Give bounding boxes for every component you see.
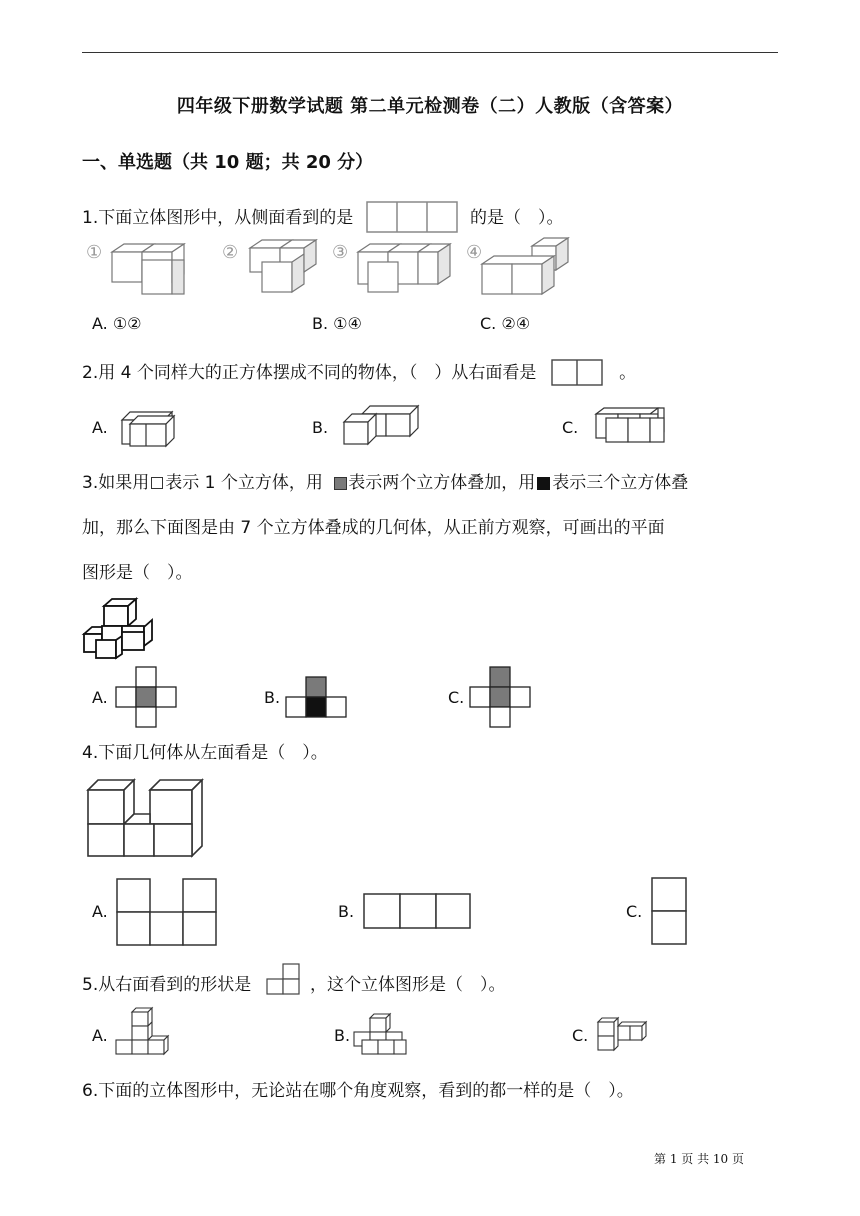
q3-black-square-symbol	[537, 477, 550, 490]
question-6: 6.下面的立体图形中，无论站在哪个角度观察，看到的都一样的是（ ）。	[82, 1081, 634, 1101]
q1-figure-1	[102, 238, 212, 298]
q1-fig-label-3: ③	[332, 242, 349, 263]
question-3-line-3: 图形是（ ）。	[82, 563, 193, 583]
q3-solid-figure	[82, 596, 162, 664]
q4-option-a-figure[interactable]	[116, 878, 218, 946]
q4-option-a[interactable]: A.	[92, 902, 108, 921]
q5-option-c[interactable]: C.	[572, 1026, 589, 1045]
q3-gray-square-symbol	[334, 477, 347, 490]
q1-figure-2	[236, 236, 349, 296]
question-1	[82, 202, 564, 234]
q3-option-b[interactable]: B.	[264, 688, 281, 707]
question-5-suffix: ，这个立体图形是（ ）。	[310, 975, 506, 995]
q1-fig-label-2: ②	[222, 242, 239, 263]
q2-option-c[interactable]: C.	[562, 418, 579, 437]
q3-option-a[interactable]: A.	[92, 688, 108, 707]
question-5-prefix: 5.从右面看到的形状是	[82, 975, 252, 995]
q5-right-view-figure	[265, 968, 303, 1002]
q1-option-a[interactable]: A. ①②	[92, 314, 142, 333]
question-3-line-1	[82, 472, 688, 494]
q2-option-b[interactable]: B.	[312, 418, 329, 437]
q3-option-b-figure[interactable]	[286, 676, 348, 720]
q5-option-a[interactable]: A.	[92, 1026, 108, 1045]
q2-option-b-figure[interactable]	[342, 404, 422, 448]
q1-fig-label-4: ④	[466, 242, 483, 263]
q1-option-b[interactable]: B. ①④	[312, 314, 362, 333]
question-2-suffix: 。	[619, 363, 637, 383]
header-rule	[82, 52, 778, 53]
section-heading: 一、单选题（共 10 题；共 20 分）	[82, 152, 374, 173]
q4-option-b-figure[interactable]	[362, 892, 472, 930]
q5-option-b[interactable]: B.	[334, 1026, 351, 1045]
q4-option-c-figure[interactable]	[650, 876, 690, 946]
q2-right-view-figure	[550, 359, 610, 387]
question-2-prefix: 2.用 4 个同样大的正方体摆成不同的物体，（ ）从右面看是	[82, 363, 537, 383]
q3-white-square-symbol	[151, 477, 163, 489]
q1-fig-label-1: ①	[86, 242, 103, 263]
q5-option-a-figure[interactable]	[114, 1006, 170, 1058]
q4-option-b[interactable]: B.	[338, 902, 355, 921]
q3-option-c[interactable]: C.	[448, 688, 465, 707]
q1-side-view-figure	[365, 202, 459, 234]
q1-figure-4	[482, 234, 592, 298]
q2-option-a[interactable]: A.	[92, 418, 108, 437]
q3-option-c-figure[interactable]	[470, 666, 532, 728]
question-5	[82, 968, 506, 1002]
q2-option-c-figure[interactable]	[594, 406, 670, 446]
q1-figures	[84, 236, 604, 298]
q3-text-part-4: 表示三个立方体叠	[552, 473, 689, 493]
question-3-line-2: 加，那么下面图是由 7 个立方体叠成的几何体，从正前方观察，可画出的平面	[82, 518, 665, 538]
page-number: 第 1 页 共 10 页	[654, 1152, 744, 1166]
q2-option-a-figure[interactable]	[116, 406, 186, 450]
q4-option-c[interactable]: C.	[626, 902, 643, 921]
q1-option-c[interactable]: C. ②④	[480, 314, 531, 333]
page-title: 四年级下册数学试题 第二单元检测卷（二）人教版（含答案）	[176, 96, 684, 117]
question-2	[82, 359, 636, 387]
q3-text-part-1: 3.如果用	[82, 473, 150, 493]
q4-solid-figure	[84, 776, 212, 860]
q3-option-a-figure[interactable]	[116, 666, 178, 728]
q3-text-part-3: 表示两个立方体叠加，用	[348, 473, 536, 493]
q5-option-b-figure[interactable]	[352, 1012, 410, 1058]
question-1-suffix: 的是（ ）。	[470, 208, 564, 228]
q3-text-part-2: 表示 1 个立方体，用	[165, 473, 323, 493]
question-4: 4.下面几何体从左面看是（ ）。	[82, 743, 328, 763]
q1-figure-3	[350, 238, 470, 298]
q5-option-c-figure[interactable]	[596, 1014, 652, 1056]
question-1-prefix: 1.下面立体图形中，从侧面看到的是	[82, 208, 354, 228]
